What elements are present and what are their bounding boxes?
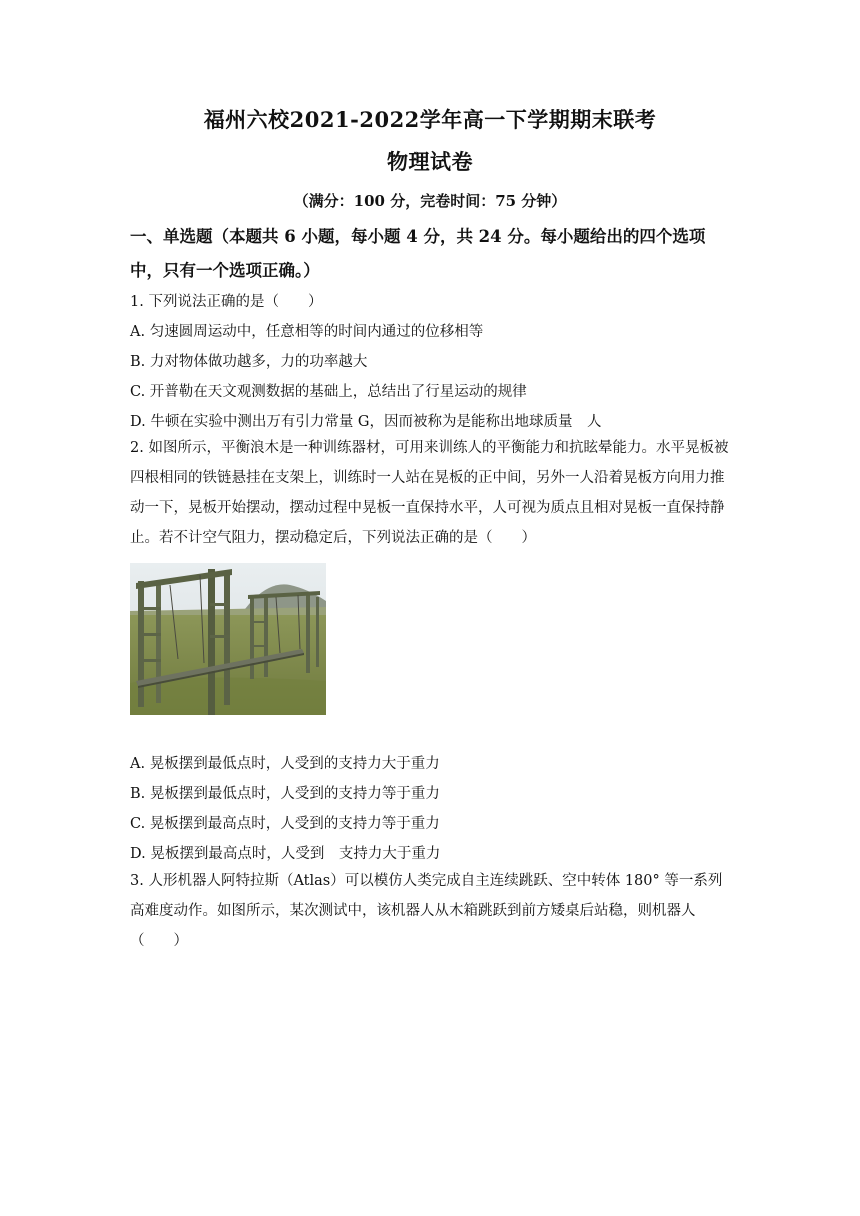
exam-title: 福州六校2021-2022学年高一下学期期末联考 [203, 107, 657, 132]
question-3-stem: 3. 人形机器人阿特拉斯（Atlas）可以模仿人类完成自主连续跳跃、空中转体 180° 等一系列高难度动作。如图所示，某次测试中，该机器人从木箱跳跃到前方矮桌后站稳，则机器人（ ） [130, 873, 723, 949]
section-heading: 一、单选题（本题共 6 小题，每小题 4 分，共 24 分。每小题给出的四个选项中，只有一个选项正确。） [130, 227, 706, 280]
question-2-option-a: A. 晃板摆到最低点时，人受到的支持力大于重力 [130, 756, 440, 772]
question-2-option-d: D. 晃板摆到最高点时，人受到 支持力大于重力 [130, 846, 441, 862]
exam-subject: 物理试卷 [387, 149, 473, 174]
question-1-option-a: A. 匀速圆周运动中，任意相等的时间内通过的位移相等 [130, 324, 484, 340]
question-1-stem: 1. 下列说法正确的是（ ） [130, 294, 323, 310]
balance-beam-photo [130, 563, 326, 715]
exam-meta: （满分：100 分，完卷时间：75 分钟） [293, 192, 567, 210]
question-1-option-c: C. 开普勒在天文观测数据的基础上，总结出了行星运动的规律 [130, 384, 527, 400]
question-2-stem: 2. 如图所示，平衡浪木是一种训练器材，可用来训练人的平衡能力和抗眩晕能力。水平晃板被四根相同的铁链悬挂在支架上，训练时一人站在晃板的正中间，另外一人沿着晃板方向用力推动一下，晃板开始摆动，摆动过程中晃板一直保持水平，人可视为质点且相对晃板一直保持静止。若不计空气阻力，摆动稳定后，下列说法正确的是（ ） [130, 440, 729, 546]
question-2-option-b: B. 晃板摆到最低点时，人受到的支持力等于重力 [130, 786, 440, 802]
question-2-option-c: C. 晃板摆到最高点时，人受到的支持力等于重力 [130, 816, 440, 832]
question-1-option-d: D. 牛顿在实验中测出万有引力常量 G，因而被称为是能称出地球质量 人 [130, 414, 602, 430]
question-1-option-b: B. 力对物体做功越多，力的功率越大 [130, 354, 368, 370]
